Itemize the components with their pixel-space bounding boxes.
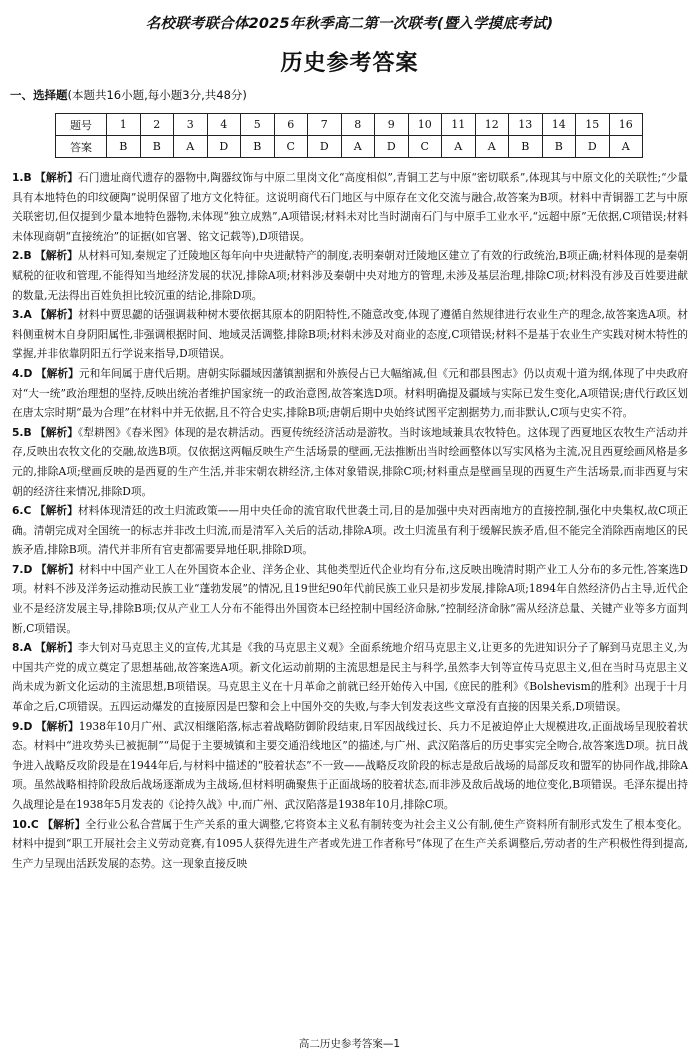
item-number: 2.B [12, 249, 32, 263]
item-text: 李大钊对马克思主义的宣传,尤其是《我的马克思主义观》全面系统地介绍马克思主义,让更多的先进知识分子了解到马克思主义,为中国共产党的成立奠定了思想基础,故答案选A项。新文化运动前期的主流思想是民主与科学,虽然李大钊等宣传马克思主义,但在当时马克思主义尚未成为新文化运动的主流思想,B项错误。马克思主义在十月革命之前就已经开始传入中国,《庶民的胜利》《Bolshevism的胜利》出现于十月革命之后,C项错误。五四运动爆发的直接原因是巴黎和会上中国外交的失败,与李大钊发表这些文章没有直接的因果关系,D项错误。 [12, 641, 688, 714]
question-number: 14 [542, 114, 576, 136]
question-number: 4 [207, 114, 241, 136]
explanation-item [12, 364, 688, 423]
section-heading [10, 87, 247, 103]
analysis-tag: 【解析】 [35, 562, 80, 576]
explanation-item [12, 246, 688, 305]
answer-cell: B [542, 136, 576, 158]
question-number: 6 [274, 114, 308, 136]
question-number: 8 [341, 114, 375, 136]
answer-cell: D [207, 136, 241, 158]
item-number: 1.B [12, 171, 32, 184]
item-number: 10.C [12, 817, 39, 831]
answer-table-number-row [56, 114, 643, 136]
page-title: 历史参考答案 [280, 51, 419, 76]
answer-table-answer-row [56, 136, 643, 158]
answer-cell: D [308, 136, 342, 158]
explanation-item [12, 501, 688, 560]
section-label: 一、选择题 [10, 88, 68, 102]
item-text: 石门遗址商代遗存的器物中,陶器纹饰与中原二里岗文化“高度相似”,青铜工艺与中原“密切联系”,体现其与中原文化的关联性;“少量具有本地特色的印纹硬陶”说明保留了地方文化特征。这说明商代石门地区与中原存在文化交流与融合,故答案为B项。材料中青铜器工艺与中原关联密切,但仅提到少量本地特色器物,未体现“独立成熟”,A项错误;材料未对比当时湖南石门与中原手工业水平,“远超中原”无依据,C项错误;材料未体现商朝“直接统治”的证据(如官署、铭文记载等),D项错误。 [12, 171, 688, 243]
question-number: 3 [174, 114, 208, 136]
question-number: 10 [408, 114, 442, 136]
answer-cell: A [442, 136, 476, 158]
item-number: 7.D [12, 562, 33, 576]
section-note: (本题共16小题,每小题3分,共48分) [67, 88, 247, 102]
explanation-item [12, 305, 688, 364]
answer-cell: D [375, 136, 409, 158]
answer-cell: B [140, 136, 174, 158]
item-number: 5.B [12, 425, 32, 439]
explanation-item [12, 168, 688, 246]
analysis-tag: 【解析】 [34, 504, 78, 518]
explanation-item [12, 638, 688, 716]
answer-cell: A [341, 136, 375, 158]
question-number: 16 [609, 114, 643, 136]
item-number: 4.D [12, 366, 33, 380]
page-footer: 高二历史参考答案—1 [298, 1038, 401, 1050]
answer-table [55, 113, 643, 158]
question-number: 12 [475, 114, 509, 136]
item-number: 8.A [12, 641, 32, 655]
explanation-list [12, 168, 688, 873]
answer-cell: C [408, 136, 442, 158]
question-number: 5 [241, 114, 275, 136]
row-label-answer: 答案 [56, 136, 107, 158]
item-text: 材料中中国产业工人在外国资本企业、洋务企业、其他类型近代企业均有分布,这反映出晚清时期产业工人分布的多元性,答案选D项。材料不涉及洋务运动推动民族工业“蓬勃发展”的情况,且19世纪90年代前民族工业只是初步发展,排除A项;1894年自然经济仍占主导,近代企业不是经济发展主导,排除B项;仅从产业工人分布不能得出外国资本已经控制中国经济命脉,“控制经济命脉”需从经济总量、关键产业等多方面判断,C项错误。 [12, 562, 688, 635]
analysis-tag: 【解析】 [35, 641, 79, 655]
exam-header: 名校联考联合体2025年秋季高二第一次联考(暨入学摸底考试) [145, 16, 554, 32]
explanation-item [12, 815, 688, 874]
analysis-tag: 【解析】 [35, 719, 79, 733]
question-number: 2 [140, 114, 174, 136]
answer-cell: D [576, 136, 610, 158]
answer-cell: C [274, 136, 308, 158]
item-text: 全行业公私合营属于生产关系的重大调整,它将资本主义私有制转变为社会主义公有制,使生产资料所有制形式发生了根本变化。材料中提到“职工开展社会主义劳动竞赛,有1095人获得先进生产者或先进工作者称号”体现了在生产关系调整后,劳动者的生产积极性得到提高,生产力呈现出活跃发展的态势。这一现象直接反映 [12, 817, 688, 870]
answer-cell: B [509, 136, 543, 158]
analysis-tag: 【解析】 [35, 366, 79, 380]
answer-cell: B [241, 136, 275, 158]
item-text: 《犁耕图》《春米图》体现的是农耕活动。西夏传统经济活动是游牧。当时该地域兼具农牧特色。这体现了西夏地区农牧生产活动并存,反映出农牧文化的交融,故选B项。仅依据这两幅反映生产生活场景的壁画,无法推断出当时绘画整体以写实风格为主流,况且西夏绘画风格是多元的,排除A项;壁画反映的是西夏的生产生活,并非宋朝农耕经济,主体对象错误,排除C项;材料重点是壁画呈现的西夏生产生活场景,而非西夏与宋朝的经济往来情况,排除D项。 [12, 425, 688, 498]
analysis-tag: 【解析】 [35, 249, 78, 263]
item-number: 6.C [12, 504, 32, 518]
explanation-item [12, 423, 688, 501]
analysis-tag: 【解析】 [35, 425, 78, 439]
row-label-number: 题号 [56, 114, 107, 136]
item-text: 材料体现清廷的改土归流政策——用中央任命的流官取代世袭土司,目的是加强中央对西南地方的直接控制,强化中央集权,故C项正确。清朝完成对全国统一的标志并非改土归流,而是清军入关后的活动,排除A项。改土归流虽有利于缓解民族矛盾,但不能完全消除西南地区的民族矛盾,排除B项。清代并非所有官吏都需要异地任职,排除D项。 [12, 504, 688, 557]
question-number: 1 [107, 114, 141, 136]
explanation-item [12, 560, 688, 638]
item-text: 元和年间属于唐代后期。唐朝实际疆域因藩镇割据和外族侵占已大幅缩减,但《元和郡县图志》仍以贞观十道为纲,体现了中央政府对“大一统”政治理想的坚持,反映出统治者维护国家统一的政治意图,故答案选D项。材料明确提及疆域与实际已发生变化,A项错误;唐代行政区划在唐太宗时期“最为合理”在材料中并无依据,且不符合史实,排除B项;唐朝后期中央始终试图平定割据势力,而非默认,C项与史实不符。 [12, 366, 688, 420]
question-number: 15 [576, 114, 610, 136]
item-text: 1938年10月广州、武汉相继陷落,标志着战略防御阶段结束,日军因战线过长、兵力不足被迫停止大规模进攻,正面战场呈现胶着状态。材料中“进攻势头已被扼制”“局促于主要城镇和主要交通沿线地区”的描述,与广州、武汉陷落后的历史事实完全吻合,故答案选D项。抗日战争进入战略反攻阶段是在1944年后,与材料中描述的“胶着状态”不一致——战略反攻阶段的标志是敌后战场的局部反攻和盟军的协同作战,排除A项。虽然战略相持阶段敌后战场逐渐成为主战场,但材料明确聚焦于正面战场的胶着状态,而非涉及敌后战场的地位变化,B项错误。毛泽东提出持久战理论是在1938年5月发表的《论持久战》中,而广州、武汉陷落是1938年10月,排除C项。 [12, 719, 688, 811]
item-text: 材料中贾思勰的话强调栽种树木要依据其原本的阴阳特性,不随意改变,体现了遵循自然规律进行农业生产的理念,故答案选A项。材料侧重树木自身阴阳属性,非强调根据时间、地域灵活调整,排除B项;材料未涉及对商业的态度,C项错误;材料不是基于农业生产实践对树木特性的掌握,并非依靠阴阳五行学说来指导,D项错误。 [12, 308, 688, 361]
answer-cell: A [609, 136, 643, 158]
answer-cell: A [174, 136, 208, 158]
analysis-tag: 【解析】 [35, 171, 79, 184]
question-number: 13 [509, 114, 543, 136]
question-number: 7 [308, 114, 342, 136]
item-number: 3.A [12, 308, 32, 322]
explanation-item [12, 717, 688, 815]
item-text: 从材料可知,秦规定了迁陵地区每年向中央进献特产的制度,表明秦朝对迁陵地区建立了有效的行政统治,B项正确;材料体现的是秦朝赋税的征收和管理,不能得知当地经济发展的状况,排除A项;材料涉及秦朝中央对地方的管理,未涉及基层治理,排除C项;材料没有涉及百姓要进献的数量,无法得出百姓负担比较沉重的结论,排除D项。 [12, 249, 688, 302]
question-number: 9 [375, 114, 409, 136]
answer-cell: A [475, 136, 509, 158]
item-number: 9.D [12, 719, 33, 733]
analysis-tag: 【解析】 [35, 308, 79, 322]
answer-cell: B [107, 136, 141, 158]
analysis-tag: 【解析】 [42, 817, 86, 831]
question-number: 11 [442, 114, 476, 136]
